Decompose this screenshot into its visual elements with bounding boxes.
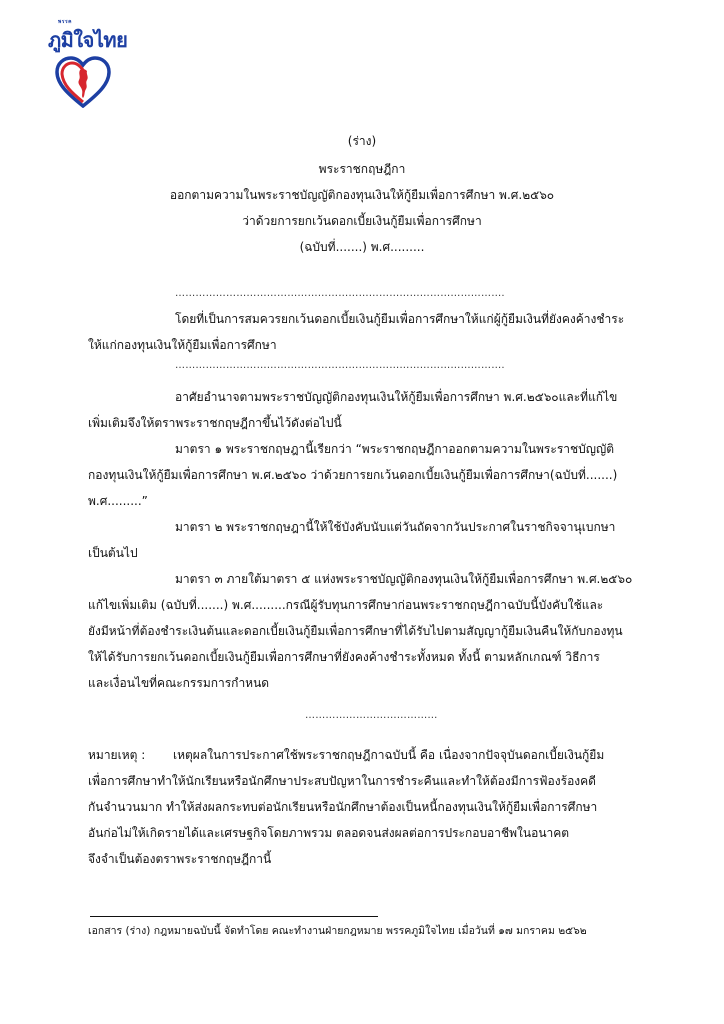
document-title: พระราชกฤษฎีกา xyxy=(318,162,406,176)
section3-line-4: ให้ได้รับการยกเว้นดอกเบี้ยเงินกู้ยืมเพื่อการศึกษาที่ยังคงค้างชำระทั้งหมด ทั้งนี้ ตามหลักเกณฑ์ วิธีการ xyxy=(88,650,600,664)
note-label: หมายเหตุ : xyxy=(88,748,146,762)
preamble-line-2: ให้แก่กองทุนเงินให้กู้ยืมเพื่อการศึกษา xyxy=(88,338,277,352)
section1-line-2: กองทุนเงินให้กู้ยืมเพื่อการศึกษา พ.ศ.๒๕๖๐ ว่าด้วยการยกเว้นดอกเบี้ยเงินกู้ยืมเพื่อการศึกษา(ฉบับที่.......) xyxy=(88,468,618,482)
dotted-line-2: ……………………………………………………………………………………. xyxy=(175,360,505,371)
section3-line-3: ยังมีหน้าที่ต้องชำระเงินต้นและดอกเบี้ยเงินกู้ยืมเพื่อการศึกษาที่ได้รับไปตามสัญญากู้ยืมเงินคืนให้กับกองทุน xyxy=(88,624,623,638)
title-subline-1: ออกตามความในพระราชบัญญัติกองทุนเงินให้กู้ยืมเพื่อการศึกษา พ.ศ.๒๕๖๐ xyxy=(169,188,555,202)
section2-line-1: มาตรา ๒ พระราชกฤษฎานี้ให้ใช้บังคับนับแต่วันถัดจากวันประกาศในราชกิจจานุเบกษา xyxy=(175,520,616,534)
section3-line-2: แก้ไขเพิ่มเติม (ฉบับที่.......) พ.ศ.........กรณีผู้รับทุนการศึกษาก่อนพระราชกฤษฎีกาฉบับนี้บังคับใช้และ xyxy=(88,598,604,612)
logo-top-text: พรรค xyxy=(58,19,73,25)
dotted-line-3: ………………………………… xyxy=(305,710,438,721)
footnote-rule xyxy=(90,916,378,917)
logo-name: ภูมิใจไทย xyxy=(48,28,128,52)
title-subline-2: ว่าด้วยการยกเว้นดอกเบี้ยเงินกู้ยืมเพื่อการศึกษา xyxy=(242,214,482,228)
dotted-line-1: ……………………………………………………………………………………. xyxy=(175,288,505,299)
footnote-text: เอกสาร (ร่าง) กฎหมายฉบับนี้ จัดทำโดย คณะทำงานฝ่ายกฎหมาย พรรคภูมิใจไทย เมื่อวันที่ ๑๗ มกราคม ๒๕๖๒ xyxy=(88,925,587,937)
note-line-1: เหตุผลในการประกาศใช้พระราชกฤษฎีกาฉบับนี้ คือ เนื่องจากปัจจุบันดอกเบี้ยเงินกู้ยืม xyxy=(173,748,605,762)
authority-line-2: เพิ่มเติมจึงให้ตราพระราชกฤษฎีกาขึ้นไว้ดังต่อไปนี้ xyxy=(88,416,342,430)
note-line-4: อันก่อไม่ให้เกิดรายได้และเศรษฐกิจโดยภาพรวม ตลอดจนส่งผลต่อการประกอบอาชีพในอนาคต xyxy=(88,826,570,840)
authority-line-1: อาศัยอำนาจตามพระราชบัญญัติกองทุนเงินให้กู้ยืมเพื่อการศึกษา พ.ศ.๒๕๖๐และที่แก้ไข xyxy=(175,390,618,404)
note-line-2: เพื่อการศึกษาทำให้นักเรียนหรือนักศึกษาประสบปัญหาในการชำระคืนและทำให้ต้องมีการฟ้องร้องคดี xyxy=(88,774,596,788)
note-line-5: จึงจำเป็นต้องตราพระราชกฤษฎีกานี้ xyxy=(88,852,272,866)
draft-label: (ร่าง) xyxy=(347,134,377,148)
section3-line-5: และเงื่อนไขที่คณะกรรมการกำหนด xyxy=(88,676,270,690)
heart-map-icon xyxy=(54,56,112,108)
section3-line-1: มาตรา ๓ ภายใต้มาตรา ๕ แห่งพระราชบัญญัติกองทุนเงินให้กู้ยืมเพื่อการศึกษา พ.ศ.๒๕๖๐ xyxy=(175,572,633,586)
section2-line-2: เป็นต้นไป xyxy=(88,546,138,560)
section1-line-1: มาตรา ๑ พระราชกฤษฎานี้เรียกว่า “พระราชกฤษฎีกาออกตามความในพระราชบัญญัติ xyxy=(175,442,615,456)
preamble-line-1: โดยที่เป็นการสมควรยกเว้นดอกเบี้ยเงินกู้ยืมเพื่อการศึกษาให้แก่ผู้กู้ยืมเงินที่ยังคงค้างชำระ xyxy=(175,312,625,326)
note-line-3: กันจำนวนมาก ทำให้ส่งผลกระทบต่อนักเรียนหรือนักศึกษาต้องเป็นหนี้กองทุนเงินให้กู้ยืมเพื่อการศึกษา xyxy=(88,800,598,814)
party-logo xyxy=(44,18,128,110)
title-subline-3: (ฉบับที่.......) พ.ศ......... xyxy=(299,240,425,254)
section1-line-3: พ.ศ.........” xyxy=(88,494,148,508)
